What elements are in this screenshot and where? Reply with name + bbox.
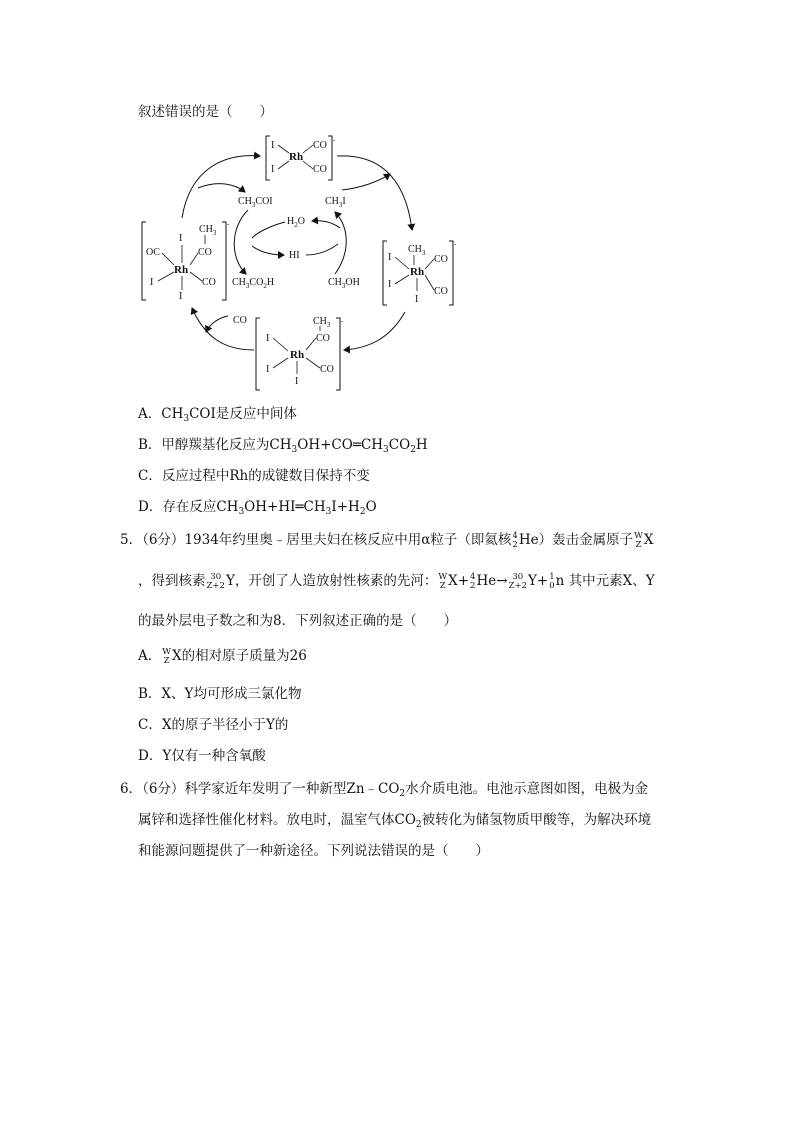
svg-text:CH3: $CH_3$ [199, 224, 217, 237]
species-co: CO [233, 315, 247, 326]
arrow-ch3oh-to-ch3i [335, 212, 346, 274]
q6-line3: 和能源问题提供了一种新途径。下列说法错误的是（ ） [138, 843, 489, 859]
left-charge: - [227, 220, 230, 228]
q5-number: 5． [120, 532, 143, 548]
right-ch3-sub: 3 [421, 249, 426, 257]
arrow-h2o-out [312, 221, 340, 228]
svg-text:CH3: $CH_3$ [313, 316, 331, 329]
left-ligand-i-bottom: I [179, 291, 183, 302]
q4-option-d: D．存在反应$CH_3OH+HI═CH_3I+H_2O$ [138, 499, 377, 517]
arrow-co-in [206, 316, 228, 332]
q6-score: （6分） [142, 781, 185, 797]
arrow-ch3coi-to-ch3co2h [234, 210, 248, 274]
top-metal: Rh [289, 151, 304, 163]
bottom-ligand-co2: CO [320, 364, 334, 375]
bottom-charge: - [341, 317, 344, 325]
q5-score: （6分） [142, 532, 185, 548]
q4-option-c: C．反应过程中Rh的成键数目保持不变 [138, 468, 370, 484]
right-metal: Rh [410, 266, 425, 278]
right-ligand-i1: I [388, 252, 392, 263]
rh-catalytic-cycle-diagram [130, 128, 490, 393]
species-hi: HI [289, 250, 300, 261]
q4-stem-tail: 叙述错误的是（ ） [138, 104, 273, 120]
q4-option-b: B．甲醇羰基化反应为$CH_3OH+CO═CH_3CO_2H$ [138, 437, 428, 455]
q6-line2: 属锌和选择性催化材料。放电时，温室气体$CO_2$被转化为储氢物质甲酸等，为解决环境 [138, 812, 652, 830]
q5-line3: 的最外层电子数之和为8．下列叙述正确的是（ ） [138, 613, 458, 629]
q5-option-a: A． W Z X的相对原子质量为26 [138, 646, 307, 666]
top-charge: - [333, 136, 336, 144]
complex-bottom [256, 316, 344, 390]
species-ch3co2h: $CH_3CO_2H$ [232, 277, 275, 290]
arrow-from-ch3i [342, 174, 390, 190]
arrow-hi-out [252, 246, 284, 255]
q5-option-c: C．X的原子半径小于Y的 [138, 717, 289, 733]
q4-option-a: A．$CH_3COI$是反应中间体 [138, 406, 297, 424]
arrow-right-to-bottom [344, 312, 405, 350]
bottom-ligand-i2: I [266, 364, 270, 375]
top-ligand-i2: I [271, 164, 275, 175]
complex-left [142, 220, 230, 302]
left-metal: Rh [174, 264, 189, 276]
bottom-ligand-i3: I [295, 376, 299, 387]
arrow-h2o-in [252, 222, 285, 238]
top-ligand-co2: CO [313, 164, 327, 175]
right-ligand-i2: I [388, 279, 392, 290]
right-ligand-co1: CO [434, 254, 448, 265]
svg-text:CH3: $CH_3$ [408, 244, 426, 257]
right-charge: - [454, 240, 457, 248]
complex-right [383, 240, 457, 305]
q5-option-d: D．Y仅有一种含氧酸 [138, 748, 266, 764]
q6-line1: 6．（6分）科学家近年发明了一种新型$Zn﹣CO_2$水介质电池。电池示意图如图，电极为金 [120, 781, 649, 799]
q5-line2: ，得到核素 30 Z+2 Y，开创了人造放射性核素的先河： W Z X+ 4 2 He→ 30 Z+2 Y+ 1 0 n 其中元素X、Y [138, 571, 655, 591]
species-ch3coi: $CH_3COI$ [238, 196, 273, 209]
bottom-ligand-i1: I [266, 333, 270, 344]
species-ch3oh: $CH_3OH$ [328, 277, 360, 290]
bottom-metal: Rh [290, 349, 305, 361]
left-ligand-i-top: I [179, 233, 183, 244]
q5-option-b: B．X、Y均可形成三氯化物 [138, 686, 302, 702]
left-ligand-oc: OC [146, 247, 160, 258]
left-ligand-i-left: I [150, 277, 154, 288]
complex-top [266, 136, 336, 180]
right-ligand-i3: I [415, 294, 419, 305]
top-ligand-i1: I [271, 140, 275, 151]
arrow-top-to-right [337, 156, 412, 230]
q6-number: 6． [120, 781, 143, 797]
left-ligand-co2: CO [202, 277, 216, 288]
bottom-ligand-co1: CO [316, 333, 330, 344]
left-ligand-co1: CO [198, 247, 212, 258]
arrow-to-ch3coi [198, 184, 245, 192]
right-ligand-co2: CO [434, 286, 448, 297]
top-ligand-co1: CO [313, 140, 327, 151]
species-h2o: $H_2O$ [287, 216, 305, 229]
species-ch3i: $CH_3I$ [325, 196, 346, 209]
arrow-hi-in [306, 244, 338, 255]
arrow-left-to-top [182, 156, 260, 218]
q5-line1: 5．（6分）1934年约里奥﹣居里夫妇在核反应中用α粒子（即氦核 4 2 He）轰击金属原子 W Z X [120, 530, 654, 550]
